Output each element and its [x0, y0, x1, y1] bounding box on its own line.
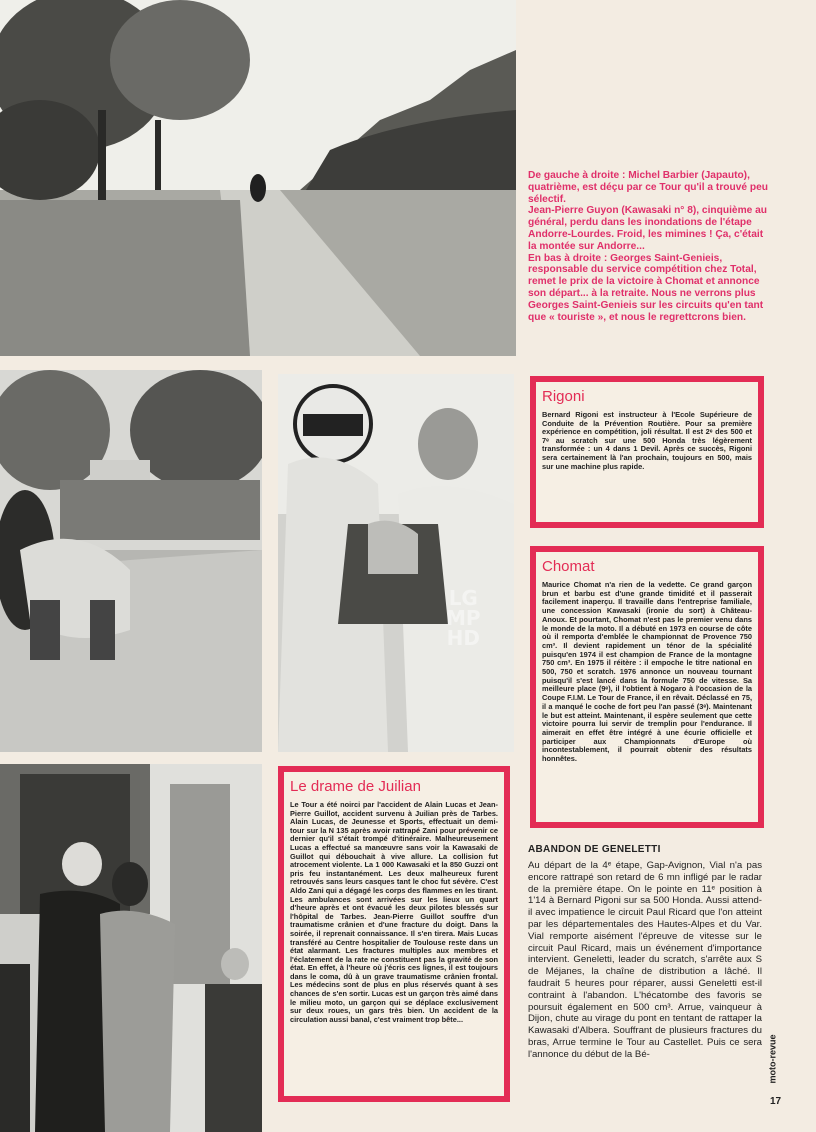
box-rigoni	[530, 376, 764, 528]
watermark-logo: LG MP HD	[446, 586, 481, 650]
box-julian-title: Le drame de Juilian	[290, 778, 421, 795]
section-body: Au départ de la 4ᵉ étape, Gap-Avignon, Vial n'a pas encore rattrapé son retard de 6 mn infligé par le radar de la première étape. On le pointe en 11ᵉ position à 1'14 à Bernard Pigoni sur sa 500 Honda. Aussi attend-il avec impatience le circuit Paul Ricard que l'on atteint par les départementales des Hautes-Alpes et du Var. Vial remporte aisément l'épreuve de vitesse sur le circuit Paul Ricard, mais un événement d'importance intervient. Geneletti, leader du scratch, s'arrête aux S de Méjanes, la chaîne de distribution a lâché. Il faudrait 5 heures pour réparer, aussi Geneletti est-il contraint à l'abandon. L'hécatombe des favoris se poursuit également en 500 cm³. Arrue, vainqueur à Dijon, chute au virage du pont en tentant de rattaper la Kawasaki d'Albera. Souffrant de plusieurs fractures du bras, Arrue termine le Tour au Castellet. Puis ce sera l'annonce du début de la Bé-	[528, 860, 762, 1060]
caption-paragraph-3: En bas à droite : Georges Saint-Genieis, responsable du service compétition chez Total, remet le prix de la victoire à Chomat et annonce son départ... à la retraite. Nous ne verrons plus Georges Saint-Genieis sur les circuits qu'en tant que « touriste », et nous le regrettcrons bien.	[528, 252, 764, 323]
caption-paragraph-1: De gauche à droite : Michel Barbier (Japauto), quatrième, est déçu par ce Tour qu'il a trouvé peu sélectif.	[528, 170, 768, 205]
photo-award-ceremony	[0, 764, 262, 1132]
photo-caption	[528, 170, 768, 323]
box-drame-julian	[278, 766, 510, 1102]
caption-paragraph-2: Jean-Pierre Guyon (Kawasaki n° 8), cinquième au général, perdu dans les inondations de l'étape Andorre-Lourdes. Froid, les mimines ! Ça, c'était la montée sur Andorre...	[528, 205, 768, 252]
page-number: 17	[770, 1096, 782, 1107]
box-chomat	[530, 546, 764, 828]
box-julian-body: Le Tour a été noirci par l'accident de Alain Lucas et Jean-Pierre Guillot, accident survenu à Juilian près de Tarbes. Alain Lucas, de Jeunesse et Sports, effectuait un demi-tour sur la N 135 après avoir rattrapé Zani pour prévenir ce dernier qu'il s'était trompé d'itinéraire. Malheureusement Lucas a effectué sa manœuvre sans voir la Kawasaki de Guillot qui débouchait à vive allure. La collision fut atrocement violente. La 1 000 Kawasaki et la 850 Guzzi ont pris feu instantanément. Les deux malheureux furent retrouvés sans leurs casques tant le choc fut sévère. C'est Aldo Zani qui a dégagé les corps des flammes en les tirant. Les ambulances sont arrivées sur les lieux un quart d'heure après et ont évacué les deux pilotes blessés sur l'hôpital de Tarbes. Jean-Pierre Guillot souffre d'un traumatisme crânien et d'une fracture du doigt. Dans la soirée, il reprenait connaissance. Il s'en tirera. Mais Lucas transféré au Centre hospitalier de Toulouse reste dans un état alarmant. Les fractures multiples aux membres et l'éclatement de la rate ne constituent pas la gravité de son état. En effet, à l'heure où j'écris ces lignes, il est toujours dans le coma, dû à un grave traumatisme crânien frontal. Les médecins sont de plus en plus réservés quant à ses chances de s'en sortir. Lucas est un garçon très aimé dans le milieu moto, un garçon qui se déplace exclusivement sur deux roues, un gars très bien. Un accident de la circulation aussi banal, c'est vraiment trop bête...	[290, 800, 498, 1024]
photo-country-road	[0, 0, 516, 356]
box-chomat-body: Maurice Chomat n'a rien de la vedette. Ce grand garçon brun et barbu est d'une grande timidité et il passerait facilement inaperçu. Il travaille dans l'entreprise familiale, une concession Kawasaki (ironie du sort) à Château-Anoux. Et pourtant, Chomat n'est pas le premier venu dans le monde de la moto. Il a débuté en 1973 en course de côte où il remporta d'emblée le championnat de Provence 750 cm³. Il devient rapidement un ténor de la spécialité puisqu'en 1974 il est champion de France de la montagne 750 cm³. En 1975 il réitère : il empoche le titre national en 500, 750 et scratch. 1976 annonce un nouveau tournant puisqu'il s'est lancé dans la formule 750 de vitesse. Sa meilleure place (9ᵉ), il l'obtient à Nogaro à l'occasion de la Coupe F.I.M. Le Tour de France, il en rêvait. Déclassé en 75, il a manqué le coche de fort peu l'an passé (3ᵉ). Maintenant le but est atteint. Maintenant, il espère seulement que cette victoire pourra lui servir de tremplin pour l'endurance. Il aimerait en effet être intégré à une écurie officielle et participer aux Championnats d'Europe où incontestablement, il pourrait obtenir des résultats honnêtes.	[542, 580, 752, 764]
box-chomat-title: Chomat	[542, 558, 595, 575]
photo-riders-portrait	[278, 374, 514, 752]
box-rigoni-title: Rigoni	[542, 388, 585, 405]
photo-flooded-street	[0, 370, 262, 752]
section-title: ABANDON DE GENELETTI	[528, 844, 661, 855]
box-rigoni-body: Bernard Rigoni est instructeur à l'Ecole Supérieure de Conduite de la Prévention Routière. Pour sa première expérience en compétition, joli résultat. Il est 2ᵉ des 500 et 7ᵉ au scratch sur une 500 Honda très légèrement transformée : un 4 dans 1 Devil. Après ce succès, Rigoni sera certainement là l'an prochain, toujours en 500, mais sur une machine plus rapide.	[542, 410, 752, 471]
magazine-name: moto-revue	[767, 1034, 778, 1084]
